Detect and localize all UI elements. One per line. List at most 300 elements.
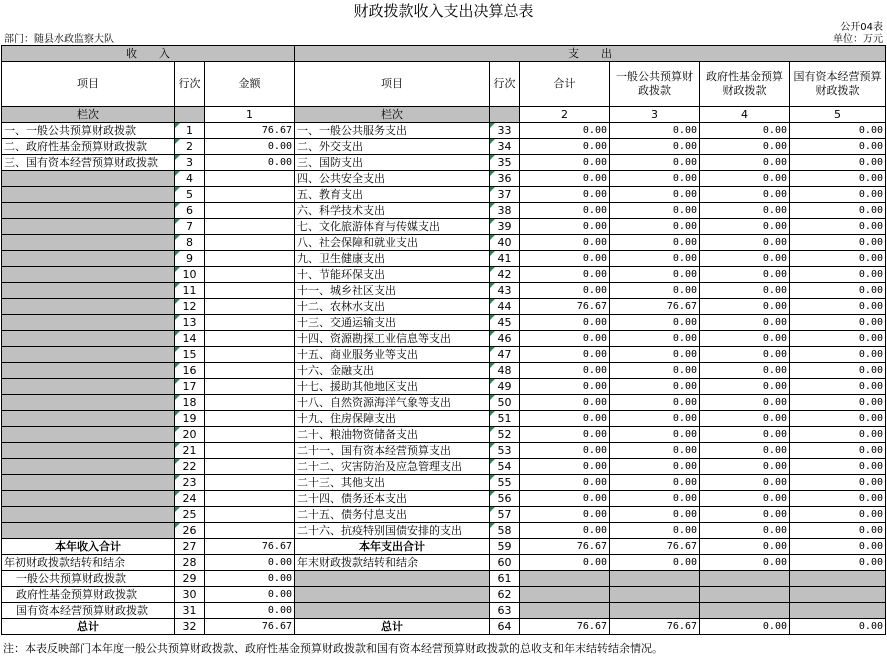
summary-row	[2, 603, 886, 619]
income-amount	[205, 475, 295, 491]
expense-value: 0.00	[610, 475, 700, 491]
expense-line: 53	[490, 443, 520, 459]
income-item	[2, 363, 175, 379]
expense-item: 十八、自然资源海洋气象等支出	[295, 395, 490, 411]
income-item	[2, 331, 175, 347]
sub-right-line: 63	[490, 603, 520, 619]
income-amount	[205, 443, 295, 459]
expense-value: 0.00	[700, 315, 790, 331]
sub-capital-line: 31	[175, 603, 205, 619]
income-line: 12	[175, 299, 205, 315]
expense-item: 十四、资源勘探工业信息等支出	[295, 331, 490, 347]
income-line: 3	[175, 155, 205, 171]
expense-item: 八、社会保障和就业支出	[295, 235, 490, 251]
expense-value: 0.00	[610, 459, 700, 475]
income-amount: 76.67	[205, 123, 295, 139]
budget-table	[1, 45, 886, 635]
income-line: 4	[175, 171, 205, 187]
income-amount	[205, 283, 295, 299]
footnote: 注：本表反映部门本年度一般公共预算财政拨款、政府性基金预算财政拨款和国有资本经营预算财政拨款的总收支和年末结转结余情况。	[3, 642, 663, 655]
expense-value: 0.00	[790, 251, 886, 267]
grand-total-value: 0.00	[790, 619, 886, 635]
table-row	[2, 139, 886, 155]
expense-value: 0.00	[700, 219, 790, 235]
expense-value: 0.00	[520, 171, 610, 187]
sub-capital-value: 0.00	[205, 603, 295, 619]
expense-value: 0.00	[790, 267, 886, 283]
expense-item: 五、教育支出	[295, 187, 490, 203]
expense-item: 九、卫生健康支出	[295, 251, 490, 267]
income-line: 26	[175, 523, 205, 539]
income-amount	[205, 491, 295, 507]
expense-line: 46	[490, 331, 520, 347]
income-item: 二、政府性基金预算财政拨款	[2, 139, 175, 155]
expense-value: 0.00	[610, 347, 700, 363]
income-item	[2, 315, 175, 331]
expense-value: 0.00	[790, 491, 886, 507]
expense-item: 七、文化旅游体育与传媒支出	[295, 219, 490, 235]
expense-value: 0.00	[790, 507, 886, 523]
income-amount	[205, 427, 295, 443]
column-3: 3	[610, 107, 700, 123]
expense-value: 0.00	[790, 139, 886, 155]
expense-item: 六、科学技术支出	[295, 203, 490, 219]
income-amount	[205, 507, 295, 523]
income-amount	[205, 411, 295, 427]
expense-value: 0.00	[700, 251, 790, 267]
expense-value: 0.00	[700, 523, 790, 539]
begin-value: 0.00	[205, 555, 295, 571]
expense-item: 十七、援助其他地区支出	[295, 379, 490, 395]
expense-item: 十五、商业服务业等支出	[295, 347, 490, 363]
expense-value: 0.00	[520, 363, 610, 379]
expense-value: 0.00	[610, 507, 700, 523]
expense-value: 0.00	[790, 155, 886, 171]
end-line: 60	[490, 555, 520, 571]
table-row	[2, 267, 886, 283]
income-line: 1	[175, 123, 205, 139]
income-amount	[205, 347, 295, 363]
header-capital: 国有资本经营预算财政拨款	[790, 62, 886, 107]
table-row	[2, 251, 886, 267]
income-line: 23	[175, 475, 205, 491]
income-item	[2, 523, 175, 539]
blank-cell	[295, 587, 490, 603]
expense-line: 37	[490, 187, 520, 203]
expense-value: 0.00	[700, 411, 790, 427]
sub-right-line: 62	[490, 587, 520, 603]
expense-value: 0.00	[790, 283, 886, 299]
expense-value: 0.00	[700, 331, 790, 347]
expense-value: 0.00	[790, 523, 886, 539]
expense-item: 二十一、国有资本经营预算支出	[295, 443, 490, 459]
table-row	[2, 395, 886, 411]
blank-cell	[520, 571, 610, 587]
column-label-right: 栏次	[295, 107, 490, 123]
header-item-right: 项目	[295, 62, 490, 107]
expense-item: 四、公共安全支出	[295, 171, 490, 187]
income-item	[2, 395, 175, 411]
expense-value: 0.00	[790, 187, 886, 203]
expense-value: 0.00	[790, 363, 886, 379]
begin-label: 年初财政拨款结转和结余	[2, 555, 175, 571]
blank-cell	[610, 571, 700, 587]
income-total-label: 本年收入合计	[2, 539, 175, 555]
expense-value: 0.00	[520, 427, 610, 443]
income-amount: 0.00	[205, 139, 295, 155]
expense-line: 56	[490, 491, 520, 507]
income-line: 8	[175, 235, 205, 251]
expense-line: 55	[490, 475, 520, 491]
sub-capital-label: 国有资本经营预算财政拨款	[2, 603, 175, 619]
income-line: 6	[175, 203, 205, 219]
blank-cell	[790, 603, 886, 619]
income-total-value: 76.67	[205, 539, 295, 555]
expense-value: 0.00	[520, 235, 610, 251]
expense-item: 二、外交支出	[295, 139, 490, 155]
expense-value: 0.00	[610, 251, 700, 267]
expense-line: 50	[490, 395, 520, 411]
blank-cell	[520, 603, 610, 619]
income-line: 22	[175, 459, 205, 475]
blank-cell	[700, 603, 790, 619]
table-row	[2, 427, 886, 443]
table-row	[2, 203, 886, 219]
income-item	[2, 267, 175, 283]
expense-item: 十六、金融支出	[295, 363, 490, 379]
expense-value: 0.00	[790, 347, 886, 363]
grand-total-label: 总计	[295, 619, 490, 635]
expense-value: 0.00	[520, 347, 610, 363]
form-code: 公开04表	[840, 22, 883, 33]
expense-value: 0.00	[610, 203, 700, 219]
grand-total-line: 32	[175, 619, 205, 635]
expense-value: 0.00	[700, 299, 790, 315]
income-amount	[205, 299, 295, 315]
expense-line: 51	[490, 411, 520, 427]
table-row	[2, 299, 886, 315]
income-line: 7	[175, 219, 205, 235]
income-line: 15	[175, 347, 205, 363]
expense-value: 0.00	[520, 507, 610, 523]
income-line: 21	[175, 443, 205, 459]
income-item	[2, 443, 175, 459]
column-1: 1	[205, 107, 295, 123]
expense-value: 0.00	[700, 139, 790, 155]
expense-line: 36	[490, 171, 520, 187]
expense-value: 0.00	[700, 507, 790, 523]
expense-value: 0.00	[610, 491, 700, 507]
expense-value: 0.00	[610, 363, 700, 379]
expense-line: 45	[490, 315, 520, 331]
expense-value: 0.00	[790, 171, 886, 187]
table-row	[2, 219, 886, 235]
unit: 单位：万元	[833, 34, 883, 45]
table-row	[2, 459, 886, 475]
table-row	[2, 347, 886, 363]
summary-row	[2, 587, 886, 603]
expense-value: 0.00	[610, 123, 700, 139]
header-line-right: 行次	[490, 62, 520, 107]
table-row	[2, 491, 886, 507]
sub-general-line: 29	[175, 571, 205, 587]
header-item-left: 项目	[2, 62, 175, 107]
column-2: 2	[520, 107, 610, 123]
expense-value: 0.00	[790, 331, 886, 347]
expense-value: 0.00	[790, 203, 886, 219]
expense-value: 0.00	[520, 155, 610, 171]
income-amount	[205, 267, 295, 283]
expense-total-value: 76.67	[520, 539, 610, 555]
income-item	[2, 235, 175, 251]
summary-row	[2, 619, 886, 635]
income-line: 25	[175, 507, 205, 523]
income-amount	[205, 315, 295, 331]
income-amount	[205, 331, 295, 347]
table-row	[2, 475, 886, 491]
blank-cell	[790, 587, 886, 603]
blank-cell	[700, 571, 790, 587]
expense-total-line: 59	[490, 539, 520, 555]
expense-value: 0.00	[790, 459, 886, 475]
income-item: 一、一般公共预算财政拨款	[2, 123, 175, 139]
expense-line: 44	[490, 299, 520, 315]
income-item	[2, 507, 175, 523]
sub-fund-line: 30	[175, 587, 205, 603]
income-item	[2, 475, 175, 491]
expense-line: 48	[490, 363, 520, 379]
summary-row	[2, 555, 886, 571]
blank-cell	[295, 603, 490, 619]
expense-value: 0.00	[520, 475, 610, 491]
expense-item: 二十二、灾害防治及应急管理支出	[295, 459, 490, 475]
expense-item: 十二、农林水支出	[295, 299, 490, 315]
expense-value: 0.00	[520, 139, 610, 155]
end-value: 0.00	[700, 555, 790, 571]
table-row	[2, 123, 886, 139]
expense-header: 支 出	[295, 46, 886, 62]
grand-total-value: 76.67	[520, 619, 610, 635]
income-item	[2, 427, 175, 443]
income-amount	[205, 203, 295, 219]
expense-value: 0.00	[700, 395, 790, 411]
expense-value: 0.00	[520, 267, 610, 283]
income-line: 24	[175, 491, 205, 507]
expense-value: 0.00	[520, 491, 610, 507]
blank-cell	[790, 571, 886, 587]
column-4: 4	[700, 107, 790, 123]
income-line: 19	[175, 411, 205, 427]
income-item	[2, 491, 175, 507]
table-row	[2, 171, 886, 187]
expense-item: 十三、交通运输支出	[295, 315, 490, 331]
income-line: 20	[175, 427, 205, 443]
income-line: 9	[175, 251, 205, 267]
expense-value: 0.00	[790, 427, 886, 443]
table-row	[2, 443, 886, 459]
expense-value: 0.00	[700, 155, 790, 171]
end-value: 0.00	[520, 555, 610, 571]
expense-item: 二十三、其他支出	[295, 475, 490, 491]
expense-value: 0.00	[520, 123, 610, 139]
expense-value: 0.00	[790, 123, 886, 139]
expense-value: 0.00	[700, 491, 790, 507]
income-amount	[205, 459, 295, 475]
income-line: 18	[175, 395, 205, 411]
income-amount	[205, 187, 295, 203]
expense-line: 40	[490, 235, 520, 251]
expense-line: 49	[490, 379, 520, 395]
expense-item: 二十四、债务还本支出	[295, 491, 490, 507]
grand-total-value: 76.67	[610, 619, 700, 635]
expense-value: 0.00	[520, 395, 610, 411]
sub-fund-value: 0.00	[205, 587, 295, 603]
begin-line: 28	[175, 555, 205, 571]
sub-general-value: 0.00	[205, 571, 295, 587]
expense-value: 0.00	[520, 411, 610, 427]
income-amount	[205, 379, 295, 395]
expense-value: 0.00	[790, 395, 886, 411]
expense-value: 0.00	[520, 187, 610, 203]
expense-value: 76.67	[520, 299, 610, 315]
expense-value: 0.00	[700, 459, 790, 475]
expense-value: 0.00	[610, 315, 700, 331]
income-line: 14	[175, 331, 205, 347]
end-value: 0.00	[610, 555, 700, 571]
table-row	[2, 283, 886, 299]
table-row	[2, 523, 886, 539]
department: 部门：随县水政监察大队	[4, 34, 114, 45]
expense-value: 0.00	[610, 187, 700, 203]
table-row	[2, 187, 886, 203]
table-row	[2, 331, 886, 347]
income-amount	[205, 523, 295, 539]
expense-value: 0.00	[520, 459, 610, 475]
expense-value: 0.00	[700, 347, 790, 363]
table-row	[2, 411, 886, 427]
income-total-line: 27	[175, 539, 205, 555]
expense-value: 0.00	[610, 395, 700, 411]
blank-cell	[295, 571, 490, 587]
header-line-left: 行次	[175, 62, 205, 107]
header-amount: 金额	[205, 62, 295, 107]
blank-cell	[610, 603, 700, 619]
income-amount	[205, 235, 295, 251]
expense-total-label: 本年支出合计	[295, 539, 490, 555]
income-item	[2, 171, 175, 187]
income-amount	[205, 251, 295, 267]
column-label-left: 栏次	[2, 107, 175, 123]
expense-value: 0.00	[790, 235, 886, 251]
expense-item: 三、国防支出	[295, 155, 490, 171]
expense-value: 0.00	[610, 331, 700, 347]
expense-total-value: 76.67	[610, 539, 700, 555]
table-row	[2, 363, 886, 379]
expense-line: 57	[490, 507, 520, 523]
sub-fund-label: 政府性基金预算财政拨款	[2, 587, 175, 603]
expense-item: 二十、粮油物资储备支出	[295, 427, 490, 443]
expense-value: 0.00	[520, 251, 610, 267]
expense-value: 76.67	[610, 299, 700, 315]
income-line: 5	[175, 187, 205, 203]
expense-value: 0.00	[700, 379, 790, 395]
expense-value: 0.00	[520, 283, 610, 299]
expense-value: 0.00	[610, 411, 700, 427]
income-item	[2, 283, 175, 299]
end-label: 年末财政拨款结转和结余	[295, 555, 490, 571]
expense-value: 0.00	[610, 235, 700, 251]
expense-value: 0.00	[610, 139, 700, 155]
expense-value: 0.00	[610, 379, 700, 395]
blank-cell	[610, 587, 700, 603]
income-item	[2, 379, 175, 395]
income-line: 13	[175, 315, 205, 331]
expense-line: 35	[490, 155, 520, 171]
income-item: 三、国有资本经营预算财政拨款	[2, 155, 175, 171]
expense-value: 0.00	[790, 315, 886, 331]
expense-value: 0.00	[610, 283, 700, 299]
expense-value: 0.00	[610, 523, 700, 539]
table-row	[2, 235, 886, 251]
summary-row	[2, 539, 886, 555]
expense-line: 38	[490, 203, 520, 219]
expense-value: 0.00	[610, 443, 700, 459]
income-item	[2, 347, 175, 363]
grand-total-line: 64	[490, 619, 520, 635]
expense-item: 一、一般公共服务支出	[295, 123, 490, 139]
page-title: 财政拨款收入支出决算总表	[353, 2, 534, 20]
expense-value: 0.00	[610, 267, 700, 283]
expense-line: 34	[490, 139, 520, 155]
income-line: 17	[175, 379, 205, 395]
sub-general-label: 一般公共预算财政拨款	[2, 571, 175, 587]
header-general: 一般公共预算财政拨款	[610, 62, 700, 107]
expense-value: 0.00	[700, 475, 790, 491]
expense-value: 0.00	[700, 187, 790, 203]
expense-line: 43	[490, 283, 520, 299]
column-blank	[490, 107, 520, 123]
expense-value: 0.00	[790, 475, 886, 491]
expense-value: 0.00	[700, 283, 790, 299]
income-amount	[205, 363, 295, 379]
income-line: 11	[175, 283, 205, 299]
income-item	[2, 299, 175, 315]
expense-item: 二十五、债务付息支出	[295, 507, 490, 523]
income-amount	[205, 171, 295, 187]
income-line: 10	[175, 267, 205, 283]
income-item	[2, 411, 175, 427]
expense-value: 0.00	[520, 315, 610, 331]
expense-line: 39	[490, 219, 520, 235]
expense-item: 十、节能环保支出	[295, 267, 490, 283]
expense-value: 0.00	[700, 443, 790, 459]
expense-line: 47	[490, 347, 520, 363]
expense-value: 0.00	[790, 379, 886, 395]
column-5: 5	[790, 107, 886, 123]
header-total: 合计	[520, 62, 610, 107]
expense-line: 42	[490, 267, 520, 283]
expense-line: 58	[490, 523, 520, 539]
expense-value: 0.00	[700, 203, 790, 219]
expense-value: 0.00	[520, 331, 610, 347]
grand-total-value: 0.00	[700, 619, 790, 635]
income-header: 收 入	[2, 46, 295, 62]
expense-item: 十一、城乡社区支出	[295, 283, 490, 299]
expense-value: 0.00	[790, 299, 886, 315]
expense-total-value: 0.00	[790, 539, 886, 555]
expense-item: 二十六、抗疫特别国债安排的支出	[295, 523, 490, 539]
expense-value: 0.00	[700, 267, 790, 283]
